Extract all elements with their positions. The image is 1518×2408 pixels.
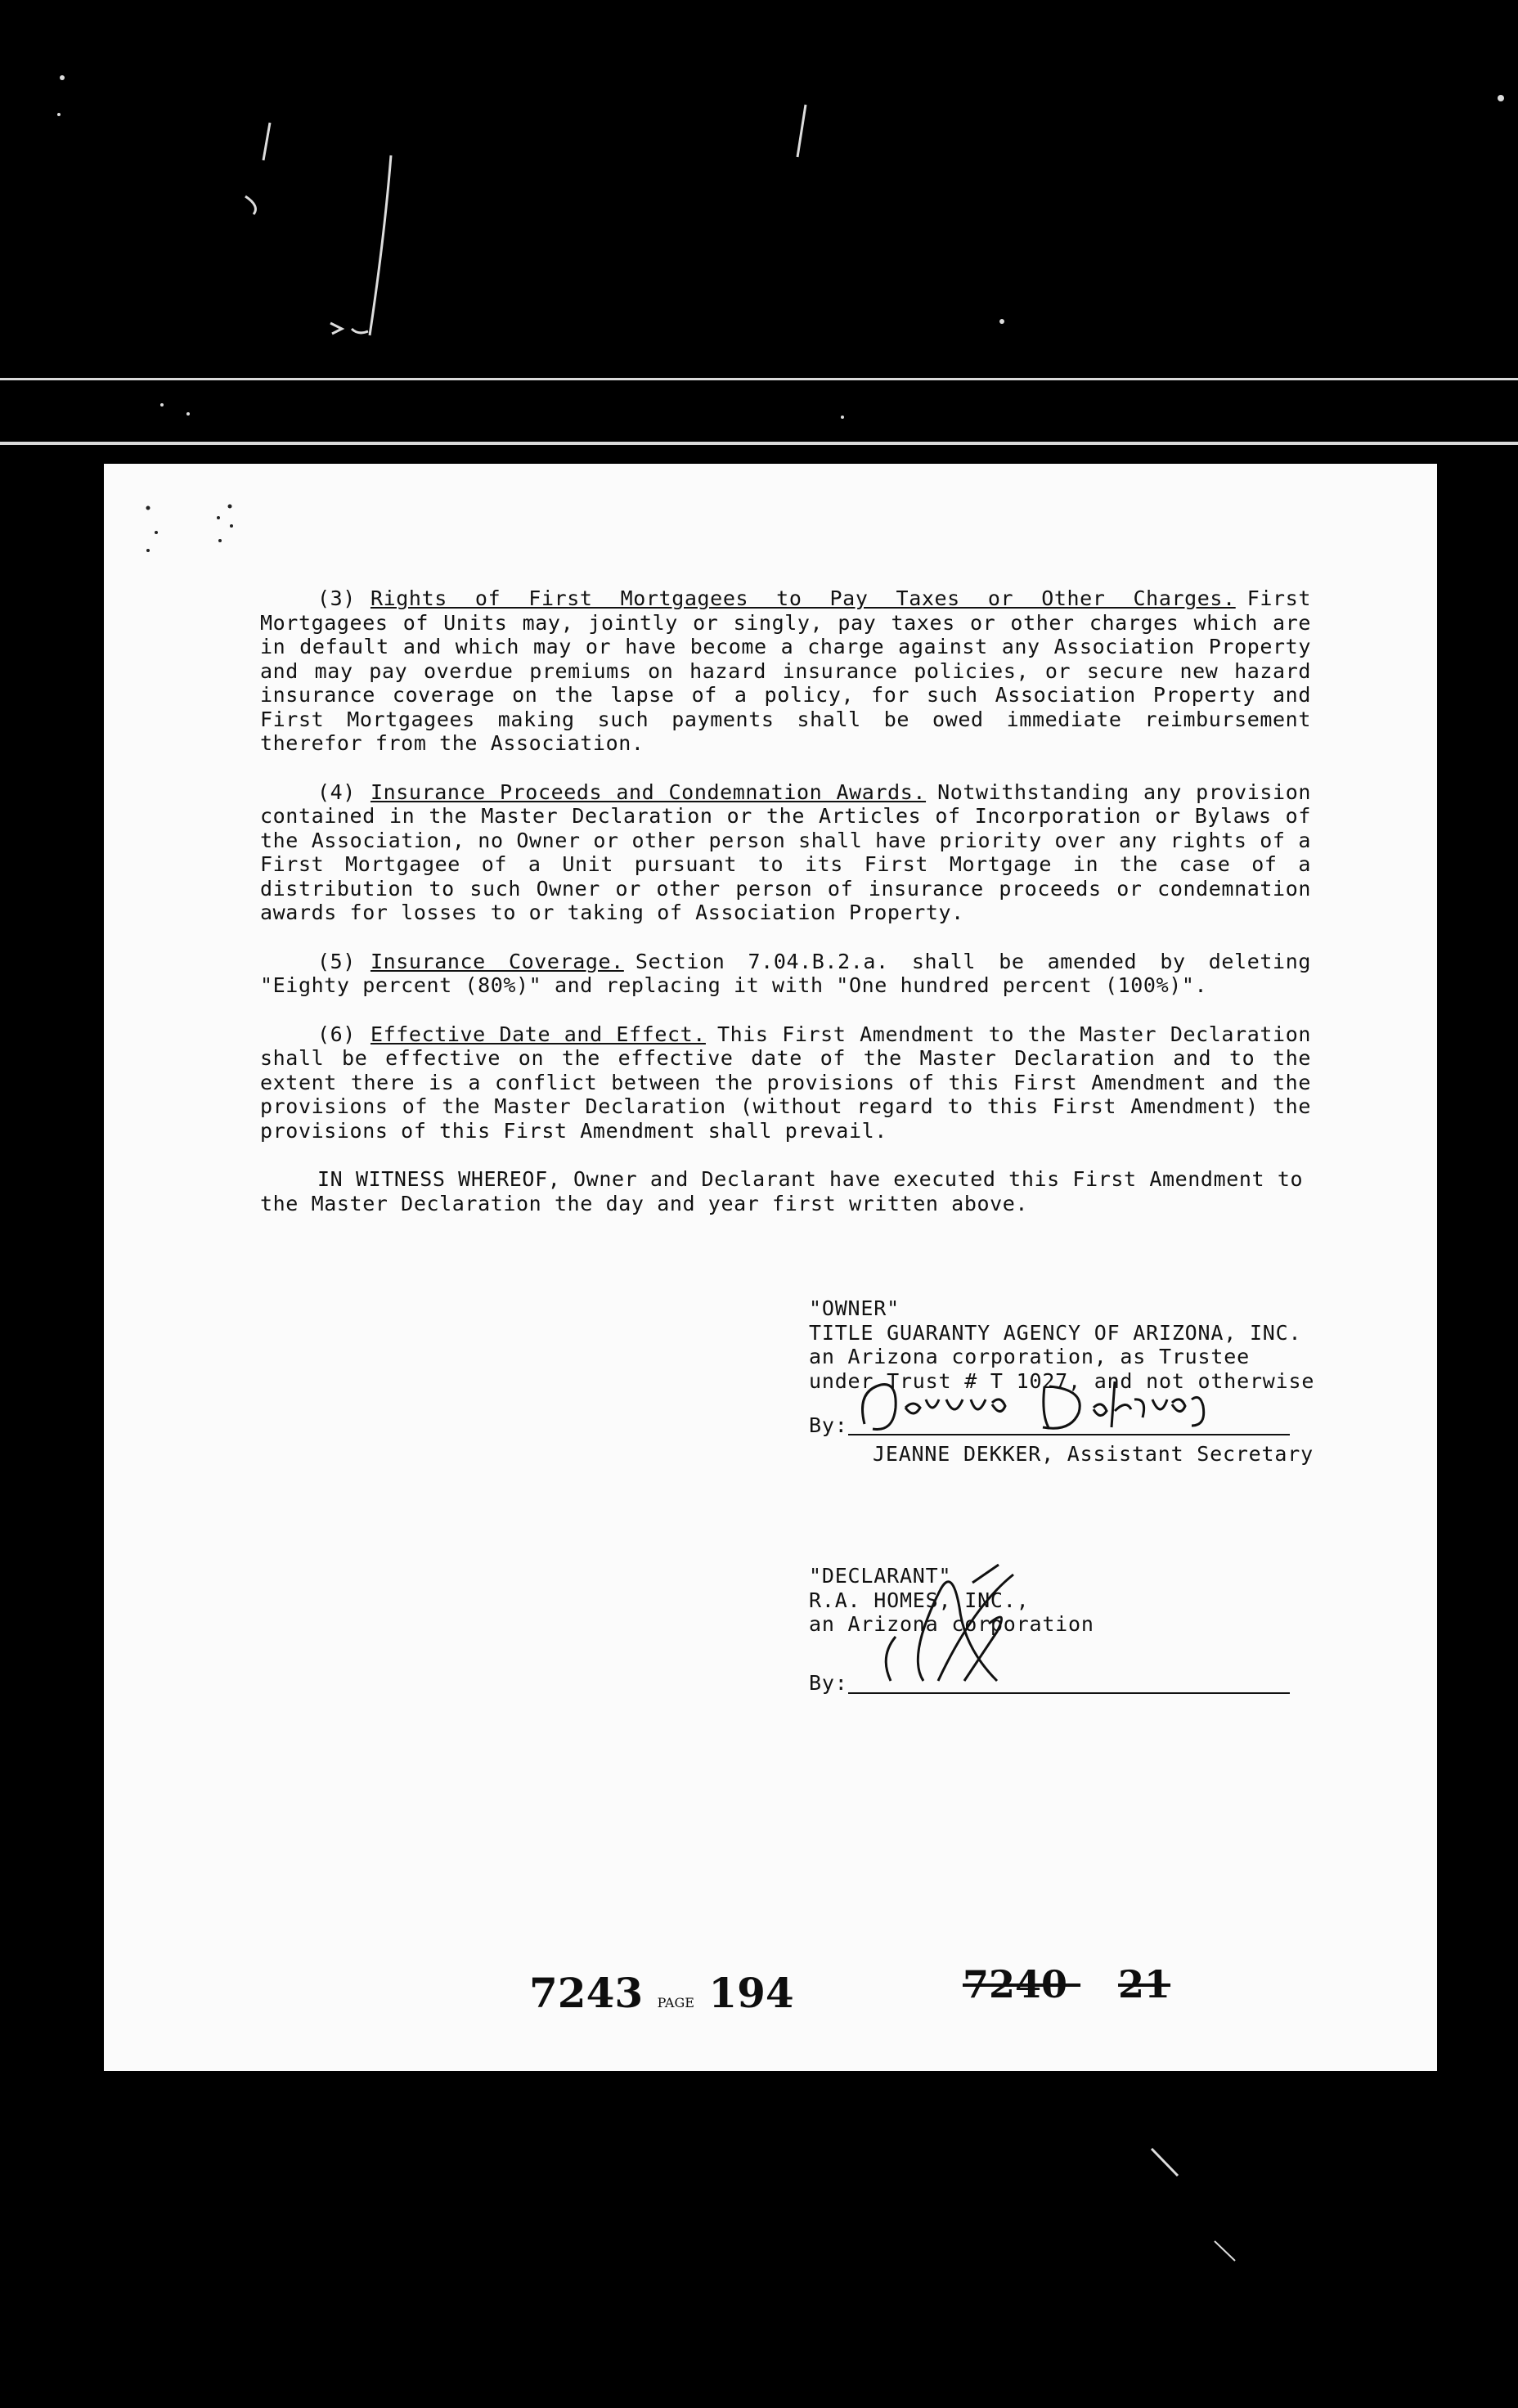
handwritten-signature [848, 1375, 1241, 1440]
paragraph-insurance-coverage [260, 950, 1311, 998]
paragraph-text: First Mortgagees of Units may, jointly or singly, pay taxes or other charges which are in default and which may or have become a charge against any Association Property and may pay overdue premiums on hazard insurance policies, or secure new hazard insurance coverage on the lapse of a policy, for such Association Property and First Mortgagees making such payments shall be owed immediate reimbursement therefor from the Association. [260, 586, 1311, 755]
witness-clause: IN WITNESS WHEREOF, Owner and Declarant have executed this First Amendment to the Master Declaration the day and year first written above. [260, 1167, 1304, 1215]
page-number: 194 [708, 1969, 794, 2017]
scan-noise-bottom [0, 2071, 1518, 2408]
paragraph-rights-of-mortgagees [260, 586, 1311, 756]
paragraph-heading: Rights of First Mortgagees to Pay Taxes or Other Charges. [370, 586, 1236, 610]
docket-number: 7243 [529, 1969, 644, 2017]
paragraph-text: Section 7.04.B.2.a. shall be amended by deleting "Eighty percent (80%)" and replacing it with "One hundred percent (100%)". [260, 949, 1311, 997]
by-label: By: [809, 1671, 848, 1695]
paragraph-number: (4) [317, 779, 356, 804]
owner-signer: JEANNE DEKKER, Assistant Secretary [873, 1442, 1314, 1466]
document-body [260, 586, 1311, 1215]
paragraph-heading: Insurance Coverage. [370, 949, 624, 973]
scan-noise-marks [0, 0, 1518, 458]
owner-description: an Arizona corporation, as Trustee [809, 1345, 1250, 1368]
struck-recording-stamp [963, 1962, 1170, 2006]
owner-signature-block [809, 1296, 1314, 1467]
recording-stamp [529, 1969, 794, 2017]
declarant-description: an Arizona corporation [809, 1612, 1094, 1636]
struck-docket-number: 7240 [963, 1962, 1068, 2006]
paragraph-number: (6) [317, 1022, 356, 1046]
declarant-role: "DECLARANT" [809, 1564, 952, 1588]
declarant-signature-block [809, 1564, 1094, 1700]
declarant-signature-line [809, 1637, 1094, 1700]
paragraph-number: (5) [317, 949, 356, 973]
document-page [104, 464, 1437, 2071]
by-label: By: [809, 1413, 848, 1437]
paragraph-heading: Insurance Proceeds and Condemnation Awards. [370, 779, 927, 804]
paragraph-text: Notwithstanding any provision contained in the Master Declaration or the Articles of Incorporation or Bylaws of the Association, no Owner or other person shall have priority over any rights of a First Mortgagee of a Unit pursuant to its First Mortgage in the case of a distribution to such Owner or other person of insurance proceeds or condemnation awards for losses to or taking of Association Property. [260, 779, 1311, 924]
paragraph-insurance-proceeds [260, 780, 1311, 925]
declarant-name: R.A. HOMES, INC., [809, 1588, 1030, 1612]
paragraph-heading: Effective Date and Effect. [370, 1022, 706, 1046]
paragraph-effective-date [260, 1022, 1311, 1143]
owner-role: "OWNER" [809, 1296, 900, 1320]
margin-specks [132, 500, 263, 631]
owner-trust: under Trust # T 1027, and not otherwise [809, 1368, 1315, 1393]
owner-signature-line [809, 1393, 1314, 1442]
paragraph-text: This First Amendment to the Master Declaration shall be effective on the effective date of the Master Declaration and to the extent there is a conflict between the provisions of this First Amendment and the provisions of the Master Declaration (without regard to this First Amendment) the provisions of this First Amendment shall prevail. [260, 1022, 1311, 1143]
struck-page-number: 21 [1118, 1962, 1171, 2006]
owner-name: TITLE GUARANTY AGENCY OF ARIZONA, INC. [809, 1320, 1302, 1345]
paragraph-number: (3) [317, 586, 356, 610]
handwritten-signature [874, 1558, 1071, 1697]
page-label: PAGE [657, 1995, 694, 2010]
